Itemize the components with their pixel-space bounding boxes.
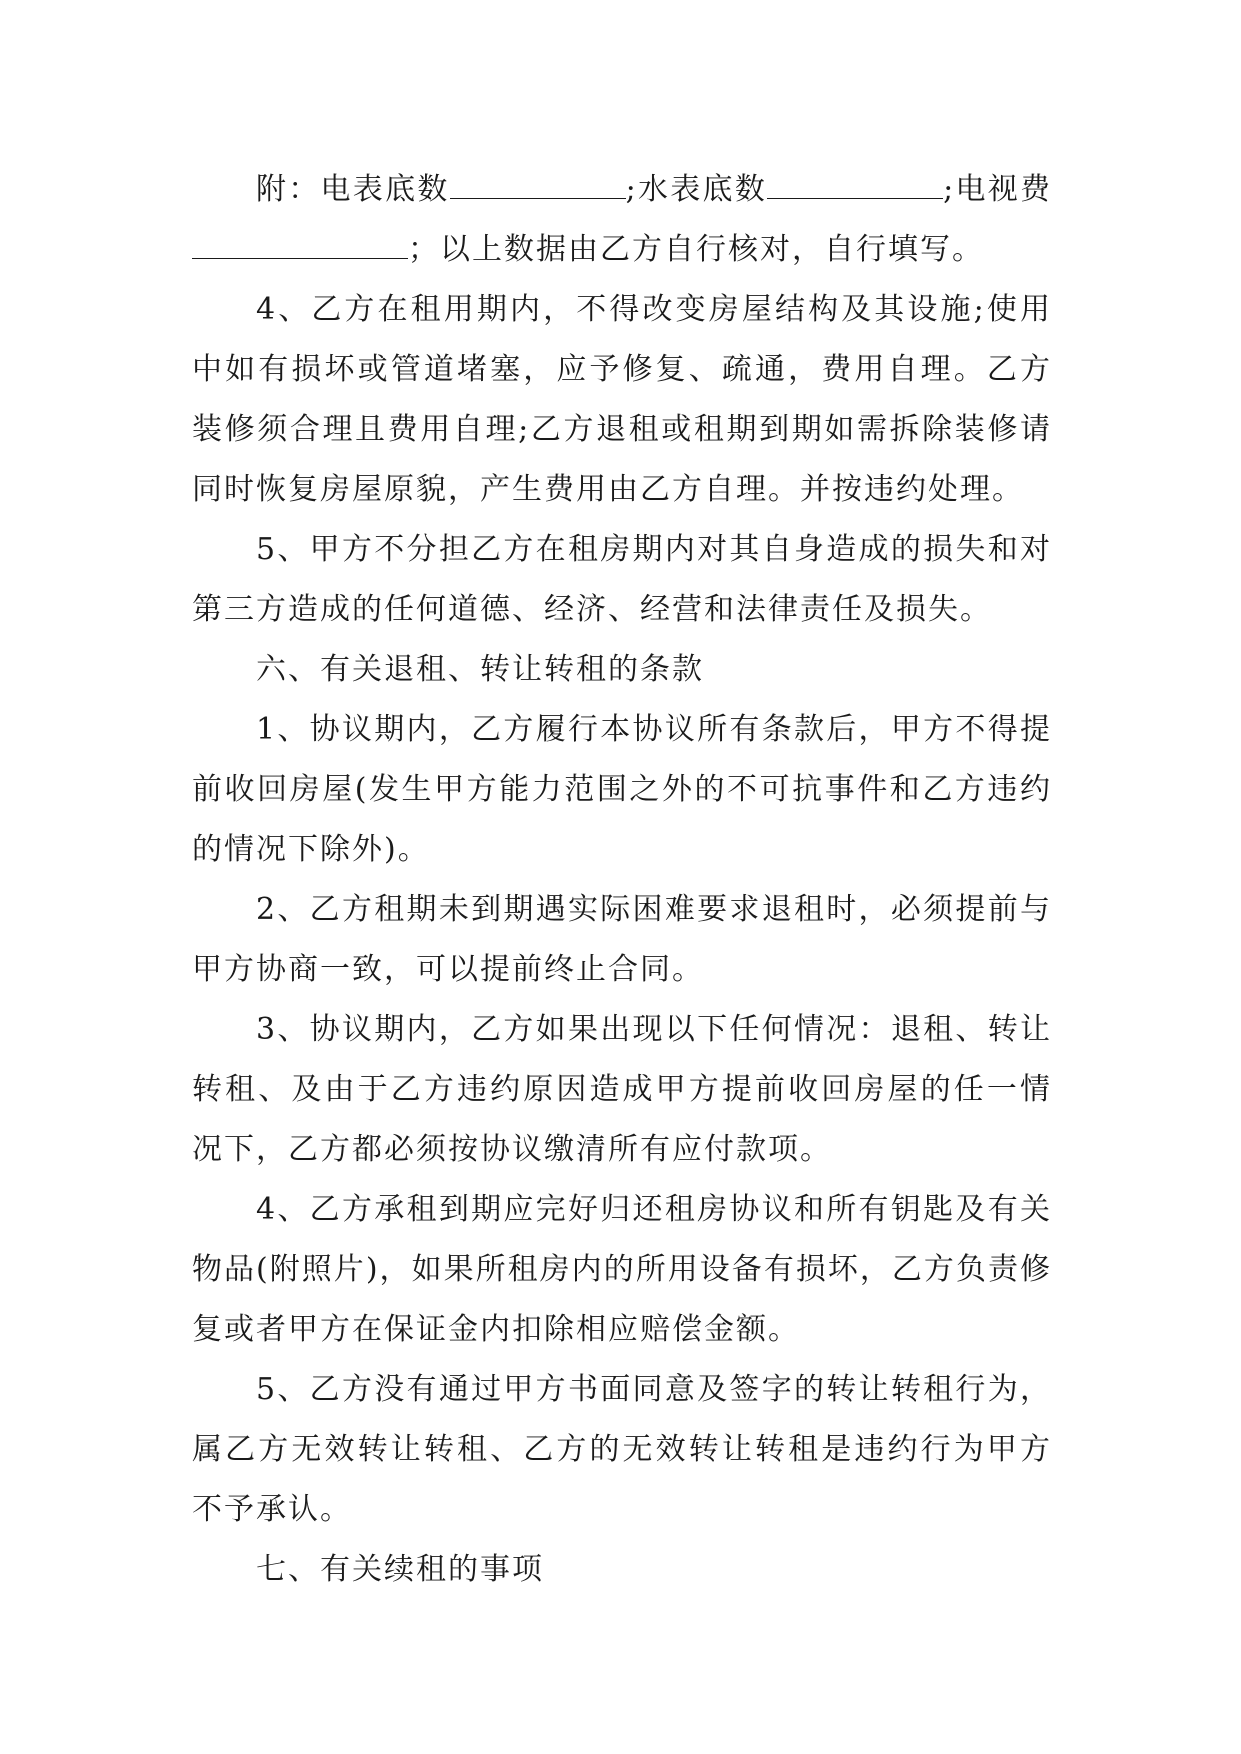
paragraph-5: 3、协议期内，乙方如果出现以下任何情况：退租、转让转租、及由于乙方违约原因造成甲方提前收回房屋的任一情况下，乙方都必须按协议缴清所有应付款项。 (192, 1012, 1052, 1167)
tv-fee-label: ;电视费 (943, 172, 1053, 207)
paragraph-4: 2、乙方租期未到期遇实际困难要求退租时，必须提前与甲方协商一致，可以提前终止合同。 (192, 892, 1052, 987)
water-meter-blank (767, 170, 943, 199)
tv-fee-blank (192, 230, 408, 259)
paragraph-7: 5、乙方没有通过甲方书面同意及签字的转让转租行为，属乙方无效转让转租、乙方的无效转让转租是违约行为甲方不予承认。 (192, 1372, 1052, 1527)
section-heading-7: 七、有关续租的事项 (256, 1552, 544, 1587)
paragraph-2: 5、甲方不分担乙方在租房期内对其自身造成的损失和对第三方造成的任何道德、经济、经营和法律责任及损失。 (192, 532, 1052, 627)
water-meter-label: ;水表底数 (625, 172, 768, 207)
section-heading-6: 六、有关退租、转让转租的条款 (256, 652, 704, 687)
electric-meter-label: 附：电表底数 (256, 172, 450, 207)
electric-meter-blank (450, 170, 626, 199)
attachment-note: ；以上数据由乙方自行核对，自行填写。 (408, 232, 984, 267)
paragraph-3: 1、协议期内，乙方履行本协议所有条款后，甲方不得提前收回房屋(发生甲方能力范围之外的不可抗事件和乙方违约的情况下除外)。 (192, 712, 1052, 867)
paragraph-1: 4、乙方在租用期内，不得改变房屋结构及其设施;使用中如有损坏或管道堵塞，应予修复、疏通，费用自理。乙方装修须合理且费用自理;乙方退租或租期到期如需拆除装修请同时恢复房屋原貌，产生费用由乙方自理。并按违约处理。 (192, 292, 1052, 507)
attachment-line (192, 160, 1052, 280)
document-body (192, 160, 1052, 1600)
paragraph-6: 4、乙方承租到期应完好归还租房协议和所有钥匙及有关物品(附照片)，如果所租房内的所用设备有损坏，乙方负责修复或者甲方在保证金内扣除相应赔偿金额。 (192, 1192, 1052, 1347)
